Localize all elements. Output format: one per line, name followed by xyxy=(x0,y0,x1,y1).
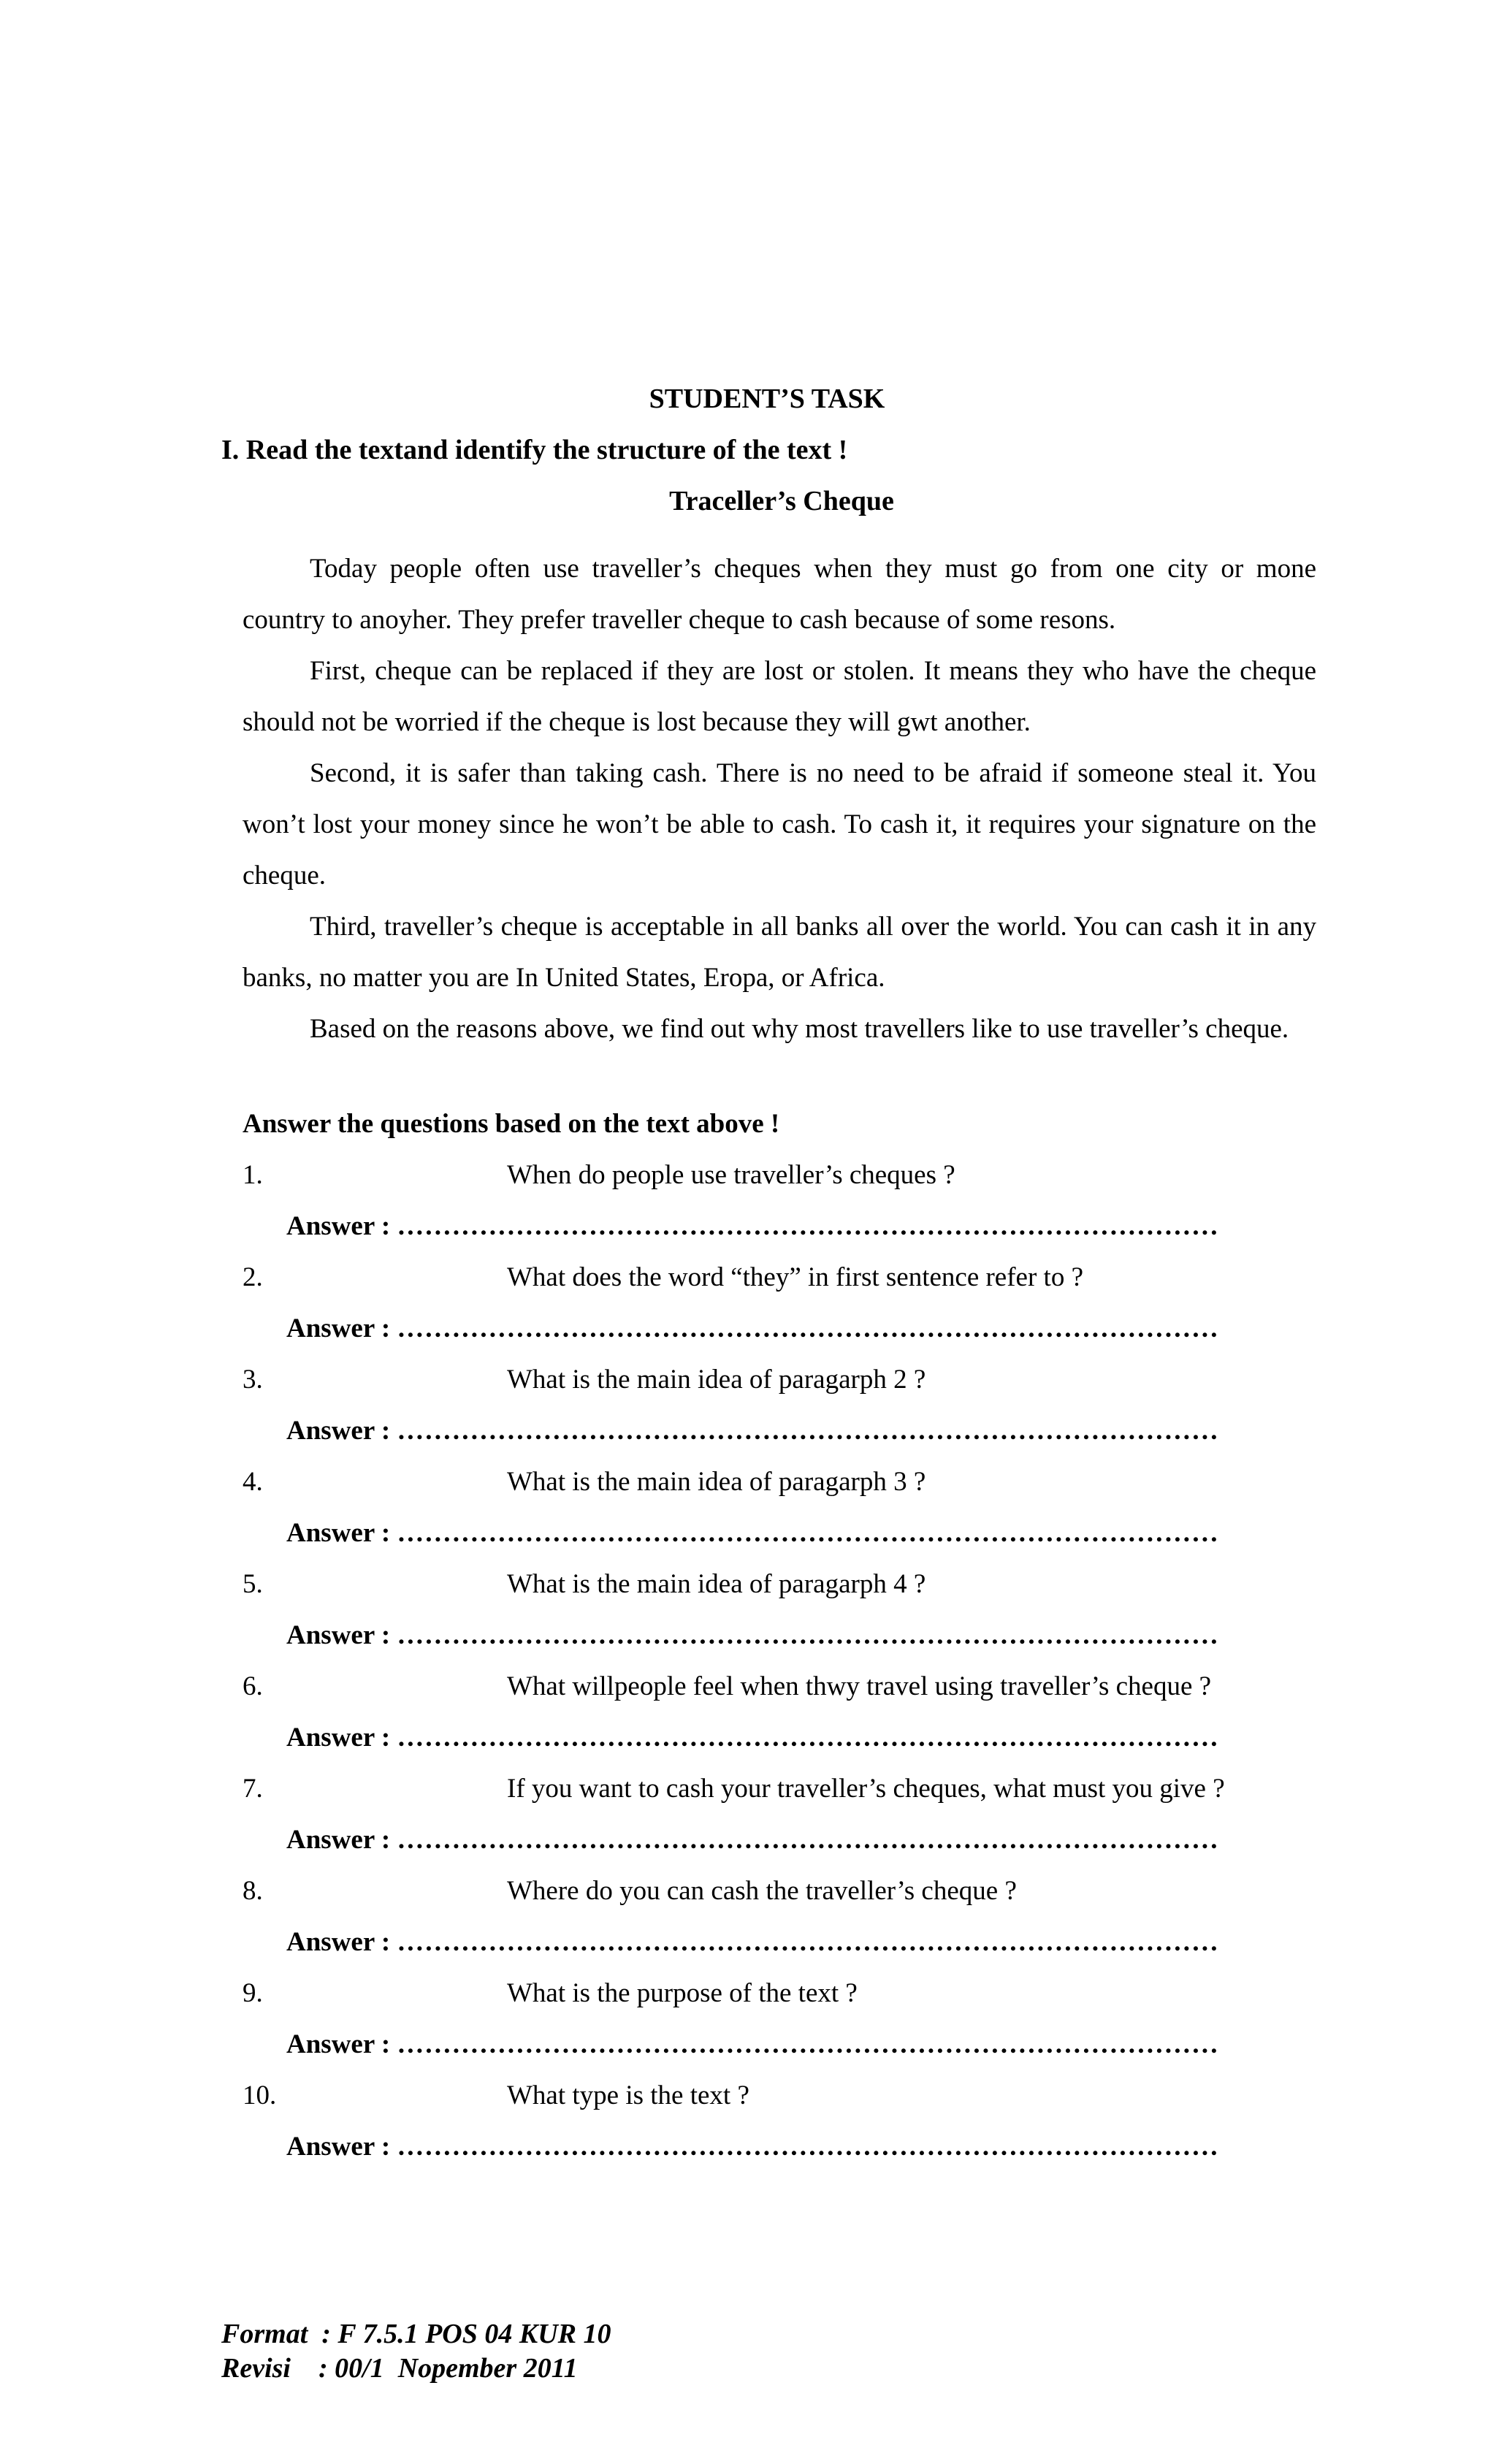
paragraph-5: Based on the reasons above, we find out why most travellers like to use traveller’s cheque. xyxy=(310,1014,1289,1044)
question-item xyxy=(243,1866,1382,1968)
answer-line xyxy=(286,1508,1218,1559)
answer-line xyxy=(286,1712,1218,1763)
answer-label: Answer : xyxy=(286,1825,391,1855)
question-number: 1. xyxy=(243,1160,263,1190)
answer-label: Answer : xyxy=(286,2029,391,2059)
question-item xyxy=(243,1252,1382,1354)
answer-label: Answer : xyxy=(286,1620,391,1650)
answer-dots: ……………………………………………………………………………… xyxy=(397,2132,1219,2162)
answer-line xyxy=(286,1815,1218,1866)
questions-heading: Answer the questions based on the text above ! xyxy=(243,1109,780,1139)
question-text: What is the main idea of paragarph 2 ? xyxy=(507,1365,926,1395)
answer-dots: ……………………………………………………………………………… xyxy=(397,1313,1219,1343)
question-number: 5. xyxy=(243,1569,263,1599)
question-text: What willpeople feel when thwy travel using traveller’s cheque ? xyxy=(507,1671,1212,1701)
question-number: 2. xyxy=(243,1262,263,1292)
answer-label: Answer : xyxy=(286,1313,391,1343)
question-number: 3. xyxy=(243,1365,263,1395)
document-footer xyxy=(221,2317,611,2386)
answer-line xyxy=(286,2121,1218,2173)
answer-line xyxy=(286,1303,1218,1354)
footer-format-line: Format : F 7.5.1 POS 04 KUR 10 xyxy=(221,2319,611,2349)
page-title: STUDENT’S TASK xyxy=(649,384,885,414)
question-text: What is the main idea of paragarph 4 ? xyxy=(507,1569,926,1599)
paragraph-3: Second, it is safer than taking cash. There is no need to be afraid if someone steal it. You won’t lost your money since he won’t be able to cash. To cash it, it requires your signature on the cheque. xyxy=(243,758,1316,890)
answer-line xyxy=(286,1917,1218,1968)
question-item xyxy=(243,1354,1382,1457)
question-item xyxy=(243,1457,1382,1559)
question-text: What type is the text ? xyxy=(507,2080,749,2110)
question-item xyxy=(243,1661,1382,1763)
question-text: What does the word “they” in first sentence refer to ? xyxy=(507,1262,1083,1292)
answer-line xyxy=(286,2019,1218,2070)
reading-text-body xyxy=(243,543,1316,1055)
reading-text-title: Traceller’s Cheque xyxy=(669,486,894,516)
paragraph-1: Today people often use traveller’s cheques when they must go from one city or mone country to anoyher. They prefer traveller cheque to cash because of some resons. xyxy=(243,554,1316,635)
question-text: If you want to cash your traveller’s cheques, what must you give ? xyxy=(507,1774,1225,1804)
paragraph-2: First, cheque can be replaced if they are lost or stolen. It means they who have the cheque should not be worried if the cheque is lost because they will gwt another. xyxy=(243,656,1316,737)
question-text: What is the purpose of the text ? xyxy=(507,1978,858,2008)
answer-label: Answer : xyxy=(286,1927,391,1957)
answer-label: Answer : xyxy=(286,1416,391,1446)
answer-line xyxy=(286,1405,1218,1457)
answer-dots: ……………………………………………………………………………… xyxy=(397,1927,1219,1957)
question-item xyxy=(243,1968,1382,2070)
answer-line xyxy=(286,1201,1218,1252)
question-text: What is the main idea of paragarph 3 ? xyxy=(507,1467,926,1497)
answer-label: Answer : xyxy=(286,1723,391,1752)
answer-dots: ……………………………………………………………………………… xyxy=(397,1825,1219,1855)
question-number: 7. xyxy=(243,1774,263,1804)
question-number: 6. xyxy=(243,1671,263,1701)
answer-dots: ……………………………………………………………………………… xyxy=(397,1211,1219,1241)
answer-label: Answer : xyxy=(286,1211,391,1241)
question-item xyxy=(243,1150,1382,1252)
instruction-text: I. Read the textand identify the structure of the text ! xyxy=(221,435,848,465)
answer-dots: ……………………………………………………………………………… xyxy=(397,1723,1219,1752)
question-number: 4. xyxy=(243,1467,263,1497)
questions-list xyxy=(243,1150,1382,2173)
question-item xyxy=(243,1559,1382,1661)
answer-label: Answer : xyxy=(286,1518,391,1548)
footer-revision-line: Revisi : 00/1 Nopember 2011 xyxy=(221,2353,578,2384)
question-text: Where do you can cash the traveller’s cheque ? xyxy=(507,1876,1017,1906)
answer-label: Answer : xyxy=(286,2132,391,2162)
answer-dots: ……………………………………………………………………………… xyxy=(397,1620,1219,1650)
answer-dots: ……………………………………………………………………………… xyxy=(397,2029,1219,2059)
answer-dots: ……………………………………………………………………………… xyxy=(397,1416,1219,1446)
question-number: 9. xyxy=(243,1978,263,2008)
question-text: When do people use traveller’s cheques ? xyxy=(507,1160,955,1190)
paragraph-4: Third, traveller’s cheque is acceptable in all banks all over the world. You can cash it in any banks, no matter you are In United States, Eropa, or Africa. xyxy=(243,912,1316,993)
question-number: 8. xyxy=(243,1876,263,1906)
question-number: 10. xyxy=(243,2080,277,2110)
question-item xyxy=(243,1763,1382,1866)
answer-dots: ……………………………………………………………………………… xyxy=(397,1518,1219,1548)
answer-line xyxy=(286,1610,1218,1661)
question-item xyxy=(243,2070,1382,2173)
